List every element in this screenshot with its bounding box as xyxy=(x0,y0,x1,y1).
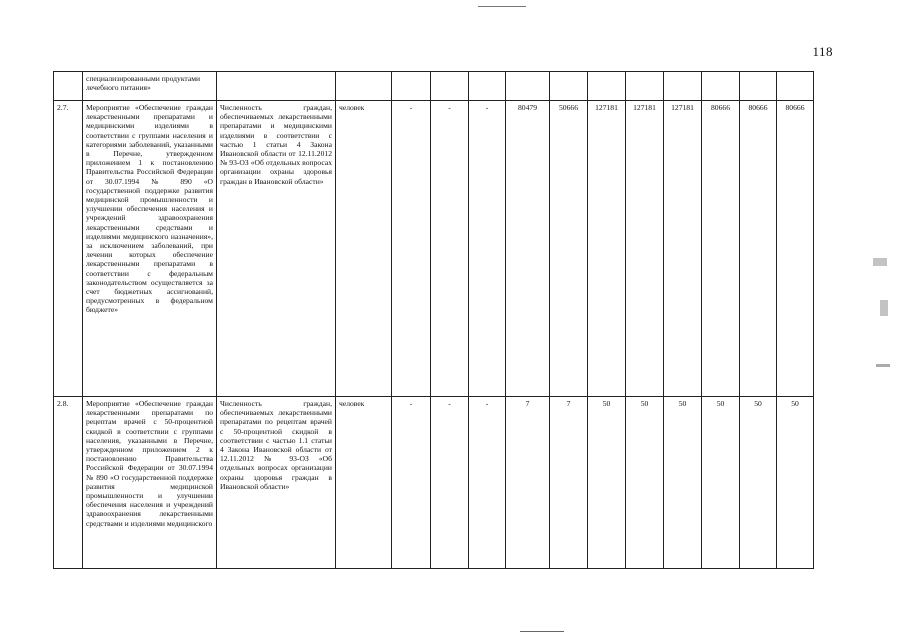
table-cell xyxy=(469,72,506,101)
value-cell: - xyxy=(431,101,469,397)
value-cell: - xyxy=(392,101,431,397)
scan-artifact-line xyxy=(520,631,564,632)
value-cell: 50 xyxy=(588,397,626,569)
value-cell: - xyxy=(469,397,506,569)
scan-speck xyxy=(880,300,888,316)
indicator-description: Численность граждан, обеспечиваемых лекарственными препаратами и медицинскими изделиями в соответствии с частью 1 статьи 4 Закона Ивановской области от 12.11.2012 № 93-ОЗ «Об отдельных вопросах организации охраны здоровья граждан в Ивановской области» xyxy=(217,101,336,397)
value-cell: 127181 xyxy=(588,101,626,397)
value-cell: - xyxy=(469,101,506,397)
table-cell xyxy=(336,72,392,101)
table-cell xyxy=(506,72,550,101)
value-cell: 80666 xyxy=(702,101,740,397)
value-cell: 50 xyxy=(777,397,814,569)
table-cell xyxy=(740,72,777,101)
table-cell xyxy=(702,72,740,101)
value-cell: 127181 xyxy=(664,101,702,397)
table-cell xyxy=(777,72,814,101)
value-cell: - xyxy=(431,397,469,569)
value-cell: 50 xyxy=(740,397,777,569)
table-cell xyxy=(550,72,588,101)
scan-speck xyxy=(876,364,890,367)
value-cell: 50 xyxy=(702,397,740,569)
program-indicators-table xyxy=(53,71,814,569)
table-cell xyxy=(217,72,336,101)
table-row xyxy=(54,397,814,569)
table-cell xyxy=(54,72,83,101)
value-cell: 80666 xyxy=(740,101,777,397)
unit-cell: человек xyxy=(336,397,392,569)
scan-speck xyxy=(873,258,887,266)
page-number: 118 xyxy=(812,44,833,59)
value-cell: 50 xyxy=(664,397,702,569)
value-cell: 7 xyxy=(550,397,588,569)
table-row-continuation xyxy=(54,72,814,101)
value-cell: 50 xyxy=(626,397,664,569)
table-cell xyxy=(626,72,664,101)
value-cell: 80666 xyxy=(777,101,814,397)
value-cell: - xyxy=(392,397,431,569)
event-cell: специализированными продуктами лечебного питания» xyxy=(83,72,217,101)
table-row xyxy=(54,101,814,397)
table-cell xyxy=(664,72,702,101)
indicator-description: Численность граждан, обеспечиваемых лекарственными препаратами по рецептам врачей с 50-процентной скидкой в соответствии с частью 1.1 статьи 4 Закона Ивановской области от 12.11.2012 № 93-ОЗ «Об отдельных вопросах организации охраны здоровья граждан в Ивановской области» xyxy=(217,397,336,569)
table-cell xyxy=(392,72,431,101)
event-description: Мероприятие «Обеспечение граждан лекарственными препаратами по рецептам врачей с 50-процентной скидкой в соответствии с группами населения, указанными в Перечне, утвержденном приложением 2 к постановлению Правительства Российской Федерации от 30.07.1994 № 890 «О государственной поддержке развития медицинской промышленности и улучшении обеспечения населения и учреждений здравоохранения лекарственными средствами и изделиями медицинского xyxy=(83,397,217,569)
event-description: Мероприятие «Обеспечение граждан лекарственными препаратами и медицинскими изделиями в соответствии с группами населения и категориями заболеваний, указанными в Перечне, утвержденном приложением 1 к постановлению Правительства Российской Федерации от 30.07.1994 № 890 «О государственной поддержке развития медицинской промышленности и улучшении обеспечения населения и учреждений здравоохранения лекарственными средствами и изделиями медицинского назначения», за исключением заболеваний, при лечении которых обеспечение лекарственными препаратами в соответствии с федеральным законодательством осуществляется за счет бюджетных ассигнований, предусмотренных в федеральном бюджете» xyxy=(83,101,217,397)
unit-cell: человек xyxy=(336,101,392,397)
value-cell: 7 xyxy=(506,397,550,569)
scan-artifact-line xyxy=(478,6,526,7)
value-cell: 127181 xyxy=(626,101,664,397)
value-cell: 80479 xyxy=(506,101,550,397)
table-cell xyxy=(431,72,469,101)
row-code: 2.7. xyxy=(54,101,83,397)
table-cell xyxy=(588,72,626,101)
row-code: 2.8. xyxy=(54,397,83,569)
value-cell: 50666 xyxy=(550,101,588,397)
